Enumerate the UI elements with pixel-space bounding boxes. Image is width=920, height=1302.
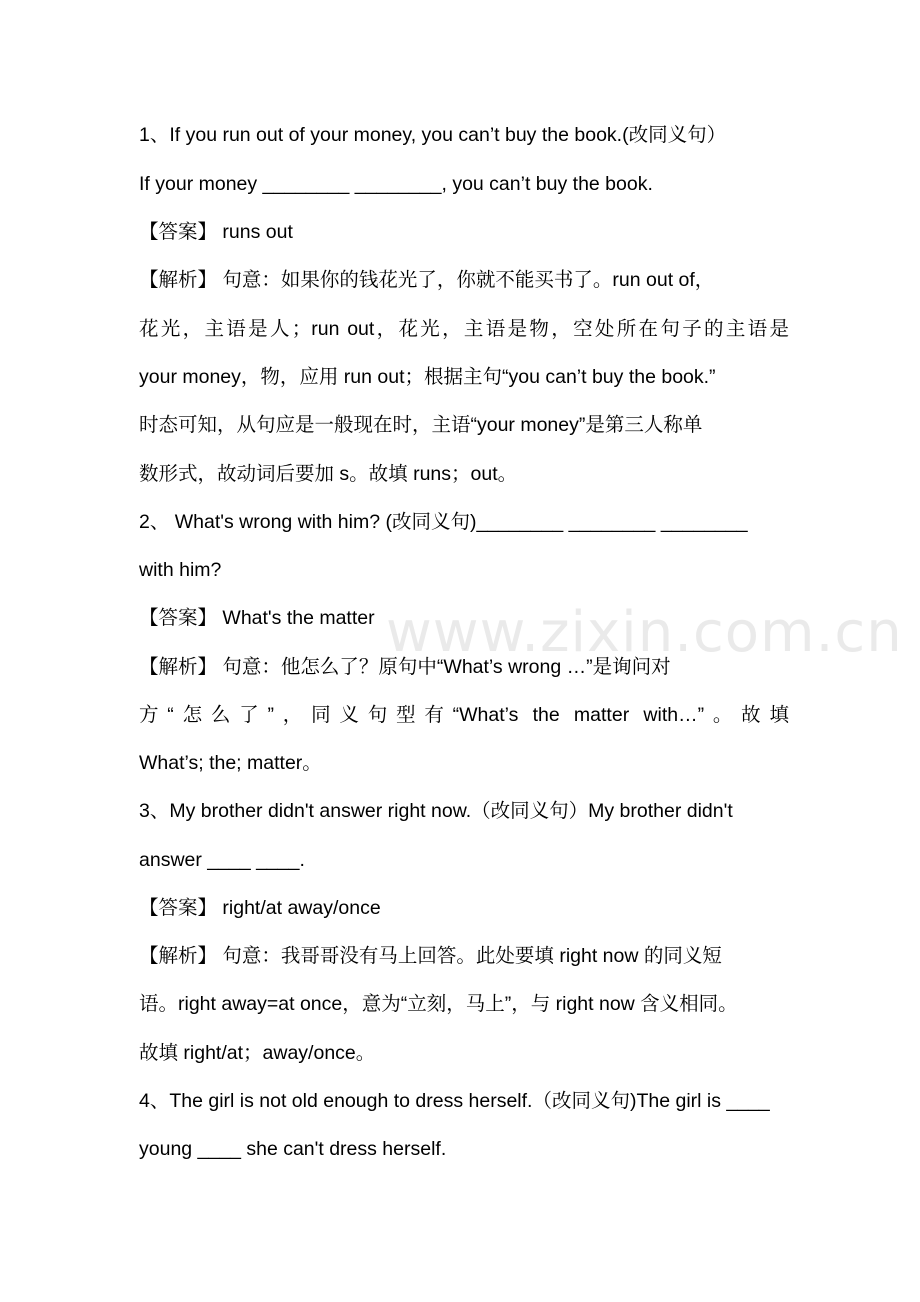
analysis-1-line-5: 数形式，故动词后要加 s。故填 runs；out。 bbox=[139, 463, 518, 485]
answer-3: 【答案】 right/at away/once bbox=[139, 897, 381, 919]
question-1-line-2: If your money ________ ________, you can’t buy the book. bbox=[139, 173, 653, 195]
question-4-line-1: 4、The girl is not old enough to dress herself.（改同义句)The girl is ____ bbox=[139, 1090, 770, 1112]
answer-2: 【答案】 What's the matter bbox=[139, 607, 375, 629]
analysis-3-line-3: 故填 right/at；away/once。 bbox=[139, 1042, 376, 1064]
analysis-1-line-2: 花光，主语是人；run out，花光，主语是物，空处所在句子的主语是 bbox=[139, 318, 789, 340]
question-3-line-1: 3、My brother didn't answer right now.（改同义句）My brother didn't bbox=[139, 800, 733, 822]
answer-1: 【答案】 runs out bbox=[139, 221, 293, 243]
question-1-line-1: 1、If you run out of your money, you can’t buy the book.(改同义句） bbox=[139, 124, 727, 146]
analysis-2-line-2: 方“怎么了”，同义句型有“What’s the matter with…”。故填 bbox=[139, 704, 789, 726]
analysis-3-line-2: 语。right away=at once，意为“立刻，马上”，与 right now 含义相同。 bbox=[139, 993, 738, 1015]
analysis-2-line-1: 【解析】 句意：他怎么了？原句中“What’s wrong …”是询问对 bbox=[139, 656, 671, 678]
question-4-line-2: young ____ she can't dress herself. bbox=[139, 1138, 447, 1160]
analysis-2-line-3: What’s; the; matter。 bbox=[139, 752, 322, 774]
analysis-1-line-4: 时态可知，从句应是一般现在时，主语“your money”是第三人称单 bbox=[139, 414, 703, 436]
question-2-line-2: with him? bbox=[139, 559, 222, 581]
question-2-line-1: 2、 What's wrong with him? (改同义句)________ ________ ________ bbox=[139, 511, 748, 533]
analysis-3-line-1: 【解析】 句意：我哥哥没有马上回答。此处要填 right now 的同义短 bbox=[139, 945, 722, 967]
question-3-line-2: answer ____ ____. bbox=[139, 849, 305, 871]
watermark: www.zixin.com.cn bbox=[386, 600, 903, 665]
analysis-1-line-1: 【解析】 句意：如果你的钱花光了，你就不能买书了。run out of， bbox=[139, 269, 715, 291]
analysis-1-line-3: your money，物，应用 run out；根据主句“you can’t buy the book.” bbox=[139, 366, 716, 388]
